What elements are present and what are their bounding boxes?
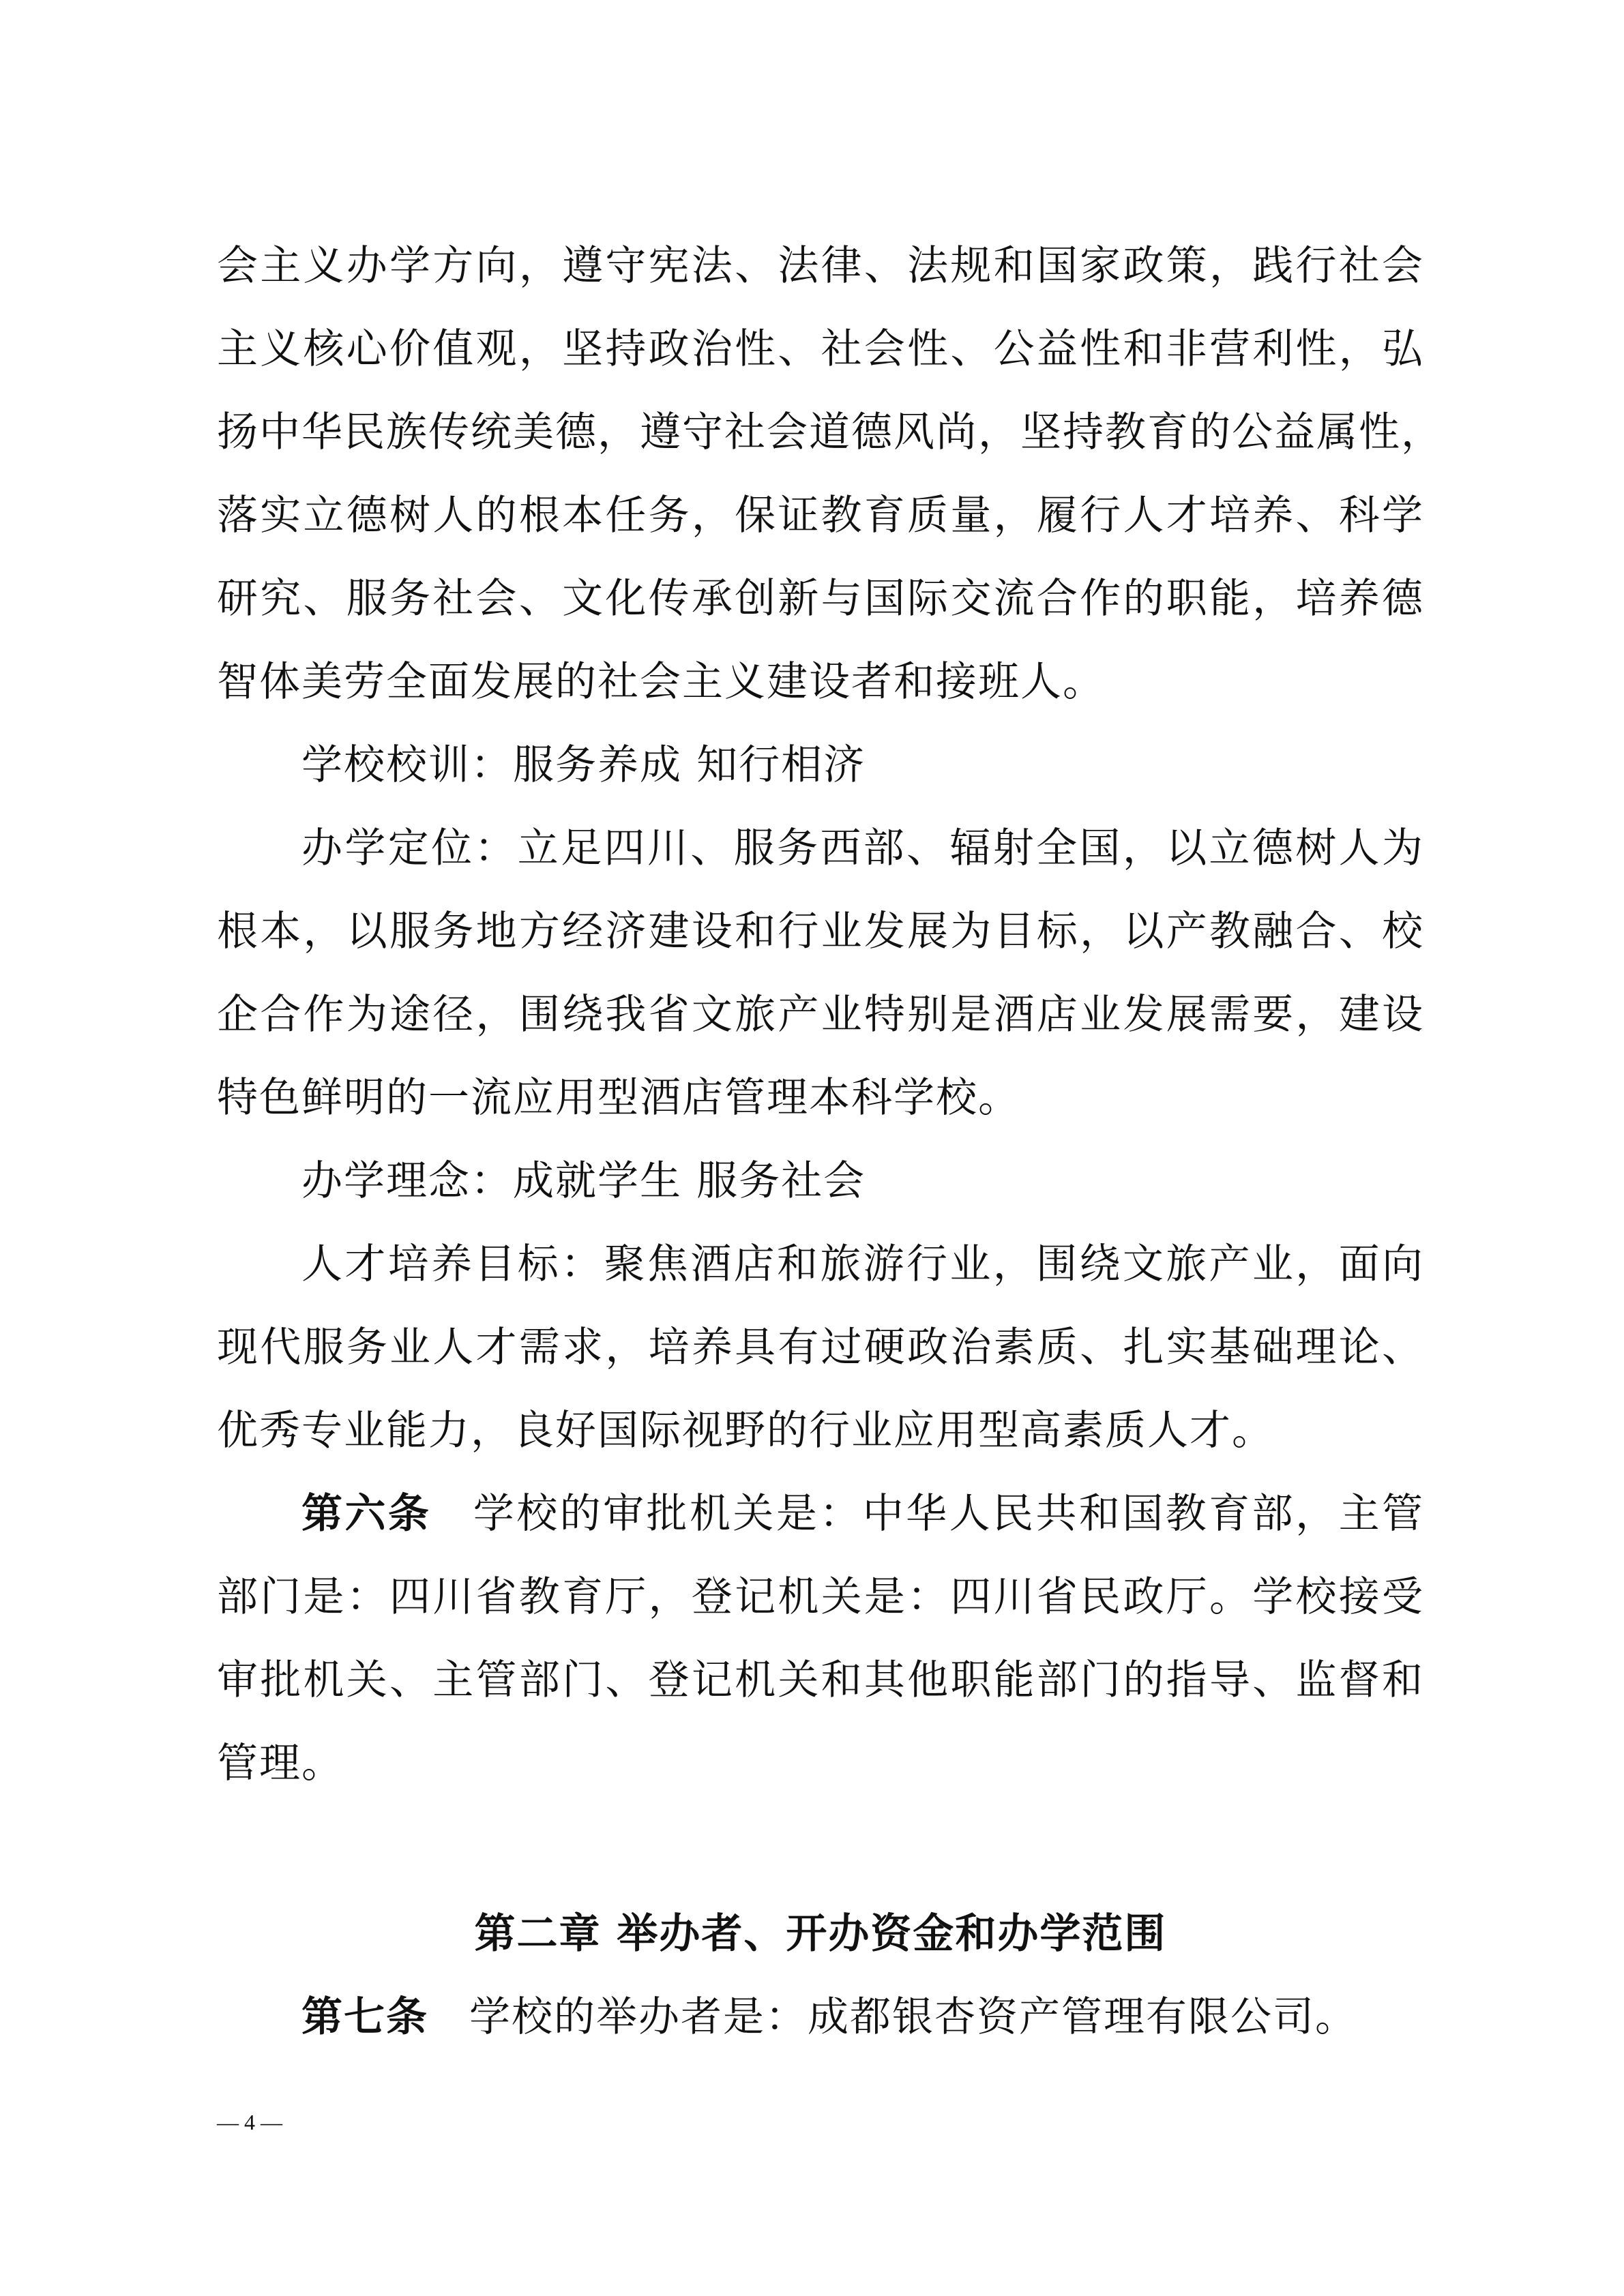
paragraph-line: 会主义办学方向，遵守宪法、法律、法规和国家政策，践行社会 bbox=[217, 242, 1424, 290]
article-7-text: 学校的举办者是：成都银杏资产管理有限公司。 bbox=[469, 1993, 1357, 2041]
article-6-text: 学校的审批机关是：中华人民共和国教育部，主管 bbox=[472, 1490, 1425, 1538]
document-body bbox=[217, 242, 1443, 2080]
paragraph-line: 研究、服务社会、文化传承创新与国际交流合作的职能，培养德 bbox=[217, 575, 1424, 623]
article-6-line: 部门是：四川省教育厅，登记机关是：四川省民政厅。学校接受 bbox=[217, 1573, 1424, 1621]
article-6-line: 管理。 bbox=[217, 1740, 344, 1787]
school-motto: 学校校训：服务养成 知行相济 bbox=[301, 741, 866, 789]
article-6-line: 审批机关、主管部门、登记机关和其他职能部门的指导、监督和 bbox=[217, 1656, 1424, 1704]
paragraph-line: 智体美劳全面发展的社会主义建设者和接班人。 bbox=[217, 658, 1105, 706]
chapter-heading: 第二章 举办者、开办资金和办学范围 bbox=[474, 1910, 1167, 1958]
talent-goal-line: 现代服务业人才需求，培养具有过硬政治素质、扎实基础理论、 bbox=[217, 1324, 1424, 1371]
positioning-line: 根本，以服务地方经济建设和行业发展为目标，以产教融合、校 bbox=[217, 908, 1424, 955]
article-6-label: 第六条 bbox=[301, 1490, 432, 1538]
talent-goal-line: 人才培养目标：聚焦酒店和旅游行业，围绕文旅产业，面向 bbox=[301, 1240, 1424, 1288]
paragraph-line: 扬中华民族传统美德，遵守社会道德风尚，坚持教育的公益属性， bbox=[217, 408, 1443, 456]
section-gap bbox=[217, 1826, 1424, 1913]
article-7-label: 第七条 bbox=[301, 1993, 428, 2041]
page-number: — 4 — bbox=[217, 2110, 282, 2134]
article-7-line bbox=[217, 1993, 1424, 2080]
school-philosophy: 办学理念：成就学生 服务社会 bbox=[301, 1157, 866, 1205]
positioning-line: 企合作为途径，围绕我省文旅产业特别是酒店业发展需要，建设 bbox=[217, 991, 1424, 1039]
positioning-line: 特色鲜明的一流应用型酒店管理本科学校。 bbox=[217, 1074, 1020, 1122]
paragraph-line: 主义核心价值观，坚持政治性、社会性、公益性和非营利性，弘 bbox=[217, 325, 1424, 373]
positioning-line: 办学定位：立足四川、服务西部、辐射全国，以立德树人为 bbox=[301, 824, 1424, 872]
talent-goal-line: 优秀专业能力，良好国际视野的行业应用型高素质人才。 bbox=[217, 1407, 1274, 1455]
paragraph-line: 落实立德树人的根本任务，保证教育质量，履行人才培养、科学 bbox=[217, 492, 1424, 539]
article-6-first-line bbox=[217, 1490, 1425, 1577]
